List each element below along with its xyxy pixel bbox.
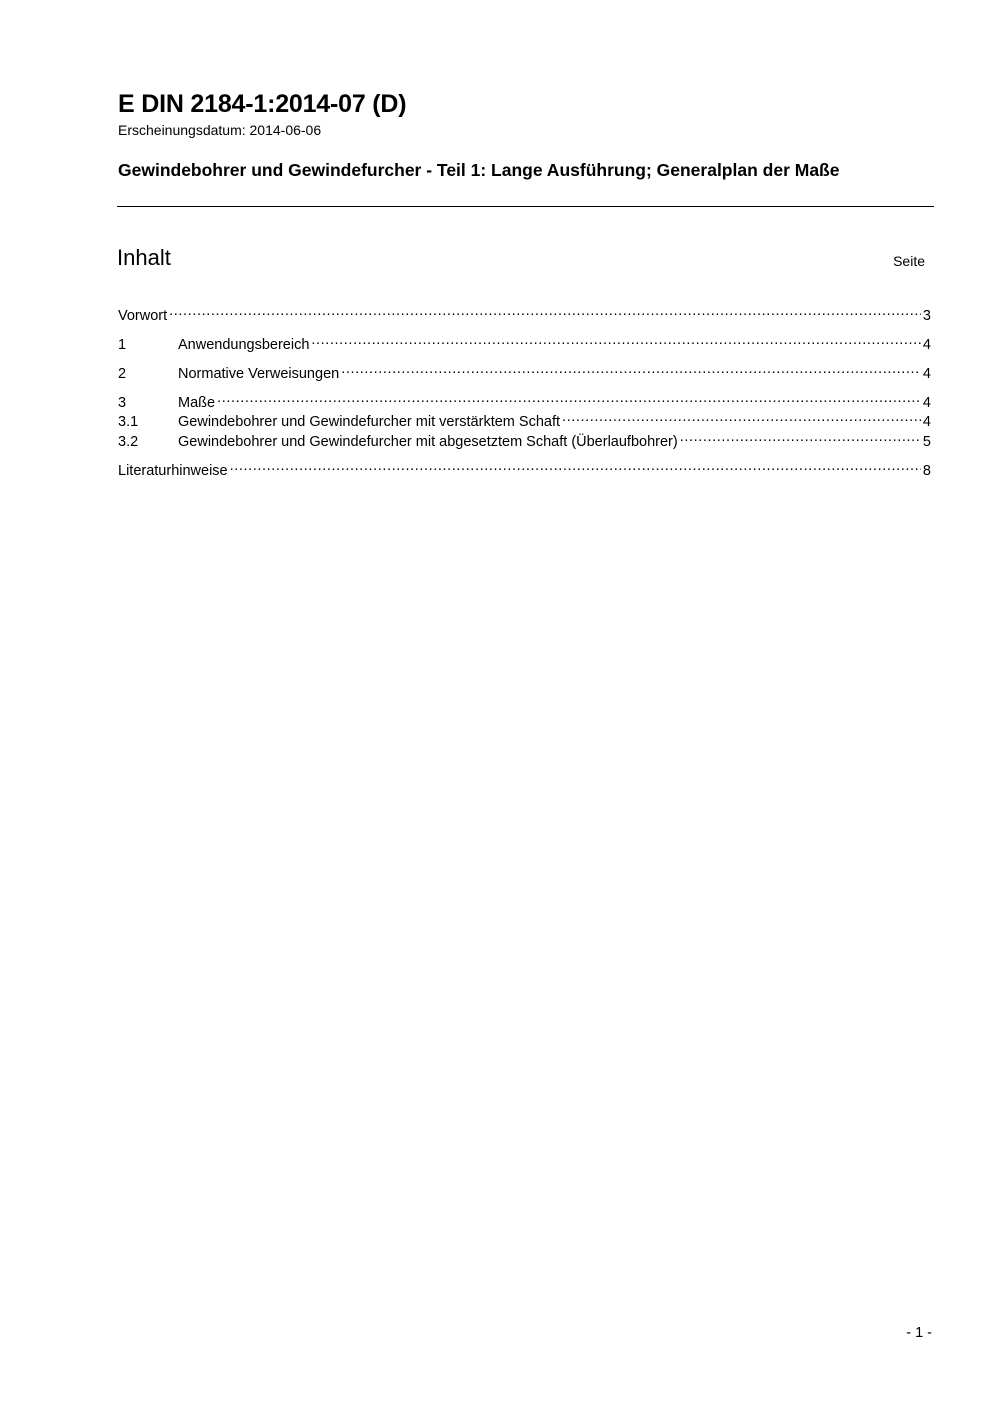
publication-date: Erscheinungsdatum: 2014-06-06 xyxy=(118,122,322,138)
toc-entry-abgesetztem-schaft[interactable] xyxy=(118,428,931,450)
title-divider xyxy=(117,206,934,207)
toc-entry-number: 1 xyxy=(118,337,127,353)
toc-entry-number: 2 xyxy=(118,366,127,382)
toc-entry-number: 3.1 xyxy=(118,414,139,430)
toc-entry-page: 4 xyxy=(922,366,931,382)
toc-entry-number: 3.2 xyxy=(118,434,139,450)
toc-entry-masse[interactable] xyxy=(118,389,931,411)
toc-entry-page: 4 xyxy=(922,414,931,430)
toc-heading: Inhalt xyxy=(117,245,171,270)
document-id: E DIN 2184-1:2014-07 (D) xyxy=(118,90,407,118)
toc-entry-normative-verweisungen[interactable] xyxy=(118,360,931,382)
page-number: - 1 - xyxy=(906,1325,932,1341)
toc-entry-label: Anwendungsbereich xyxy=(178,337,310,353)
toc-entry-number: 3 xyxy=(118,395,127,411)
toc-entry-page: 3 xyxy=(922,308,931,324)
toc-entry-page: 5 xyxy=(922,434,931,450)
toc-dot-leader xyxy=(230,457,921,475)
toc-dot-leader xyxy=(341,360,921,378)
toc-entry-verstaerktem-schaft[interactable] xyxy=(118,408,931,430)
toc-dot-leader xyxy=(680,428,921,446)
toc-dot-leader xyxy=(311,331,921,349)
document-title: Gewindebohrer und Gewindefurcher - Teil 1: Lange Ausführung; Generalplan der Maße xyxy=(118,160,840,180)
toc-entry-page: 4 xyxy=(922,395,931,411)
toc-entry-label: Literaturhinweise xyxy=(118,463,228,479)
toc-entry-label: Normative Verweisungen xyxy=(178,366,340,382)
toc-entry-label: Gewindebohrer und Gewindefurcher mit verstärktem Schaft xyxy=(178,414,561,430)
toc-entry-label: Maße xyxy=(178,395,216,411)
toc-entry-anwendungsbereich[interactable] xyxy=(118,331,931,353)
toc-entry-page: 4 xyxy=(922,337,931,353)
toc-page-column-label: Seite xyxy=(893,253,925,269)
toc-entry-label: Vorwort xyxy=(118,308,168,324)
toc-entry-page: 8 xyxy=(922,463,931,479)
toc-dot-leader xyxy=(169,302,921,320)
toc-entry-literaturhinweise[interactable] xyxy=(118,457,931,479)
toc-dot-leader xyxy=(217,389,921,407)
toc-entry-vorwort[interactable] xyxy=(118,302,931,324)
toc-dot-leader xyxy=(562,408,921,426)
toc-entry-label: Gewindebohrer und Gewindefurcher mit abgesetztem Schaft (Überlaufbohrer) xyxy=(178,434,678,450)
